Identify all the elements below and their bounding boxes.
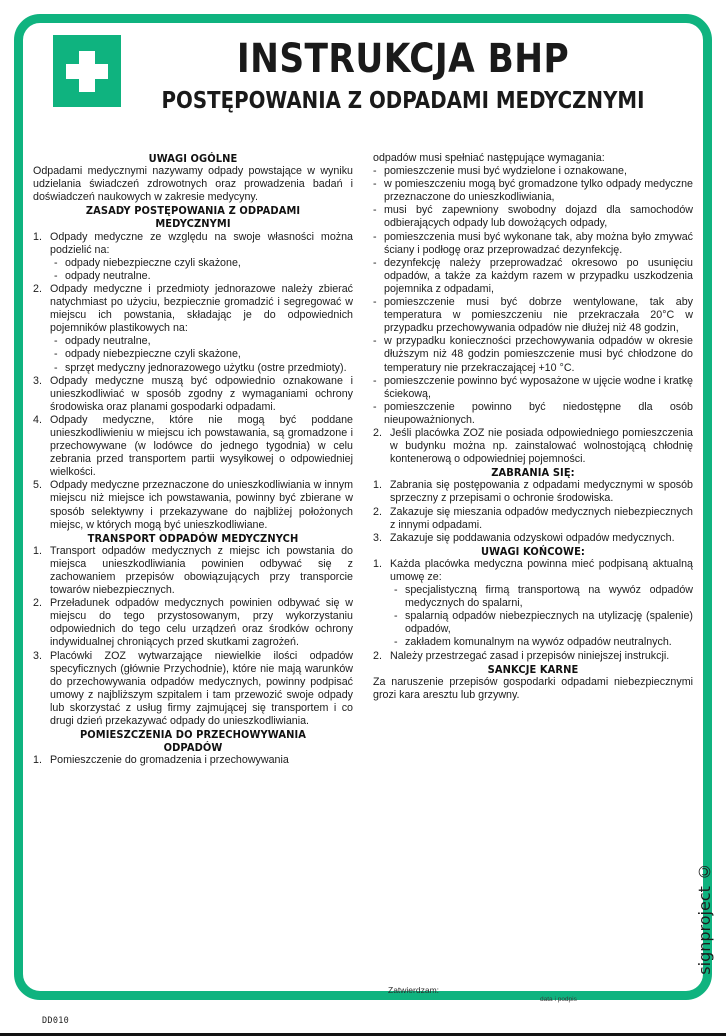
list-item: - musi być zapewniony swobodny dojazd dla samochodów odbierających odpady lub dowożących odpady,	[373, 204, 693, 230]
general-paragraph: Odpadami medycznymi nazywamy odpady powstające w wyniku udzielania świadczeń zdrowotnych oraz prowadzenia badań i doświadczeń naukowych w zakresie medycyny.	[33, 165, 353, 204]
list-item: - specjalistyczną firmą transportową na wywóz odpadów medycznych do spalarni,	[394, 584, 693, 610]
section-heading-transport: TRANSPORT ODPADÓW MEDYCZNYCH	[87, 531, 299, 545]
list-item: Transport odpadów medycznych z miejsc ich powstania do miejsca unieszkodliwiania powinien odbywać się z zachowaniem przepisów obowiązujących przy transporcie towarów niebezpiecznych.	[50, 544, 353, 597]
rooms-requirements-list	[373, 165, 693, 427]
section-heading-general: UWAGI OGÓLNE	[148, 152, 238, 165]
list-item: - spalarnią odpadów niebezpiecznych na utylizację (spalenie) odpadów,	[394, 610, 693, 636]
title-block	[121, 33, 693, 113]
list-item	[33, 283, 353, 375]
transport-list	[33, 545, 353, 728]
document-code: DD010	[42, 1016, 70, 1026]
section-heading-rules: ZASADY POSTĘPOWANIA Z ODPADAMI MEDYCZNYMI	[85, 204, 301, 231]
list-item: - odpady niebezpieczne czyli skażone,	[54, 257, 353, 270]
cross-vertical-bar	[79, 51, 95, 92]
rooms-item-1-continued: odpadów musi spełniać następujące wymagania:	[373, 152, 605, 164]
list-item: - pomieszczenie powinno być wyposażone w ujęcie wodne i kratkę ściekową,	[373, 375, 693, 401]
list-item: - pomieszczenie musi być wydzielone i oznakowane,	[373, 165, 693, 178]
rules-item-2-text: Odpady medyczne i przedmioty jednorazowe należy zbierać natychmiast po użyciu, bezpiecznie gromadzić i segregować w miejscu ich powstania, składając je do odpowiednich pojemników plastikowych na:	[50, 282, 353, 335]
section-heading-final: UWAGI KOŃCOWE:	[481, 544, 585, 558]
rooms-list-continued	[373, 427, 693, 466]
section-heading-rooms: POMIESZCZENIA DO PRZECHOWYWANIA ODPADÓW	[79, 728, 307, 755]
final-item-1-text: Każda placówka medyczna powinna mieć podpisaną aktualną umowę ze:	[390, 557, 693, 583]
penalties-paragraph: Za naruszenie przepisów gospodarki odpadami niebezpiecznymi grozi kara aresztu lub grzywny.	[373, 675, 693, 701]
medical-cross-icon	[53, 35, 121, 107]
list-item: - dezynfekcję należy przeprowadzać okresowo po usunięciu odpadów, a także za każdym razem w przypadku uszkodzenia pojemnika z odpadami,	[373, 257, 693, 296]
final-item-1-sublist	[394, 584, 693, 649]
page-title: INSTRUKCJA BHP	[236, 36, 570, 82]
list-item: - w przypadku konieczności przechowywania odpadów w okresie dłuższym niż 48 godzin pomieszczenie musi być chłodzone do temperatury nie przekraczającej +10 °C.	[373, 335, 693, 374]
content-columns	[33, 152, 693, 987]
list-item: Odpady medyczne przeznaczone do unieszkodliwiania w innym miejscu niż miejsce ich powstawania, powinny być zbierane w sposób selektywny i przekazywane do najbliżej położonych miejsc, w których mogą być unieszkodliwiane.	[50, 479, 353, 531]
poster-header	[33, 33, 693, 138]
list-item: Przeładunek odpadów medycznych powinien odbywać się w miejscu do tego przystosowanym, przy wykorzystaniu odpowiednich do tego celu urządzeń oraz środków ochrony indywidualnej chroniących przed skutkami zagrożeń.	[50, 597, 353, 649]
list-item: Odpady medyczne muszą być odpowiednio oznakowane i unieszkodliwiać w sposób zgodny z wymaganiami ochrony środowiska oraz planami gospodarki odpadami.	[50, 374, 353, 413]
list-item: - odpady neutralne,	[54, 335, 353, 348]
list-item: Zakazuje się mieszania odpadów medycznych niebezpiecznych z innymi odpadami.	[390, 505, 693, 531]
rules-item-1-text: Odpady medyczne ze względu na swoje własności można podzielić na:	[50, 230, 353, 256]
list-item: - sprzęt medyczny jednorazowego użytku (ostre przedmioty).	[54, 362, 353, 375]
list-item: - pomieszczenie musi być dobrze wentylowane, tak aby temperatura w pomieszczeniu nie przekraczała 20°C w przypadku przechowywania odpadów nie dłużej niż 48 godzin,	[373, 296, 693, 335]
approve-label: Zatwierdzam:	[388, 985, 440, 995]
list-item: - zakładem komunalnym na wywóz odpadów neutralnych.	[394, 636, 693, 649]
rooms-list	[33, 754, 353, 767]
section-heading-penalties: SANKCJE KARNE	[487, 662, 579, 676]
list-item	[373, 558, 693, 650]
signature-area	[380, 985, 680, 1011]
list-item: Placówki ZOZ wytwarzające niewielkie ilości odpadów specyficznych (głównie Przychodnie), które nie mają warunków do przechowywania odpadów medycznych, powinny podpisać umowy z najbliższym szpitalem i tam przewozić swoje odpady lub skorzystać z usług firmy zajmującej się transportem i co drugi dzień przekazywać odpady do unieszkodliwiania.	[50, 649, 353, 728]
list-item: Odpady medyczne, które nie mogą być poddane unieszkodliwieniu w miejscu ich powstawania, są gromadzone i przechowywane (w lodówce do jednego tygodnia) w celu zebrania przed transportem partii wysyłkowej o odpowiedniej wielkości.	[50, 413, 353, 479]
list-item: - odpady niebezpieczne czyli skażone,	[54, 348, 353, 361]
list-item: Zakazuje się poddawania odzyskowi odpadów medycznych.	[390, 531, 675, 544]
right-column	[373, 152, 693, 987]
rules-item-1-sublist	[54, 257, 353, 283]
list-item: - w pomieszczeniu mogą być gromadzone tylko odpady medyczne przeznaczone do unieszkodliwiania,	[373, 178, 693, 204]
list-item: Pomieszczenie do gromadzenia i przechowywania	[50, 754, 289, 767]
left-column	[33, 152, 353, 987]
list-item: Należy przestrzegać zasad i przepisów niniejszej instrukcji.	[390, 649, 670, 662]
list-item: 2. Jeśli placówka ZOZ nie posiada odpowiedniego pomieszczenia w budynku można np. zainstalować wolnostojącą chłodnię kontenerową o odpowiedniej pojemności.	[373, 427, 693, 466]
prohibited-list	[373, 479, 693, 544]
section-heading-prohibited: ZABRANIA SIĘ:	[491, 466, 575, 480]
list-item	[33, 231, 353, 283]
final-notes-list	[373, 558, 693, 663]
list-item: - odpady neutralne.	[54, 270, 353, 283]
list-item: - pomieszczenie powinno być niedostępne dla osób nieupoważnionych.	[373, 401, 693, 427]
brand-watermark: signproject ©	[695, 862, 714, 975]
list-item: - pomieszczenia musi być wykonane tak, aby można było zmywać ściany i podłogę oraz przeprowadzać dezynfekcję.	[373, 231, 693, 257]
rules-item-2-sublist	[54, 335, 353, 374]
date-signature-label: data i podpis	[540, 996, 577, 1003]
page-subtitle: POSTĘPOWANIA Z ODPADAMI MEDYCZNYMI	[161, 88, 645, 114]
rules-list	[33, 231, 353, 532]
list-item: Zabrania się postępowania z odpadami medycznymi w sposób sprzeczny z przepisami o ochronie środowiska.	[390, 479, 693, 505]
